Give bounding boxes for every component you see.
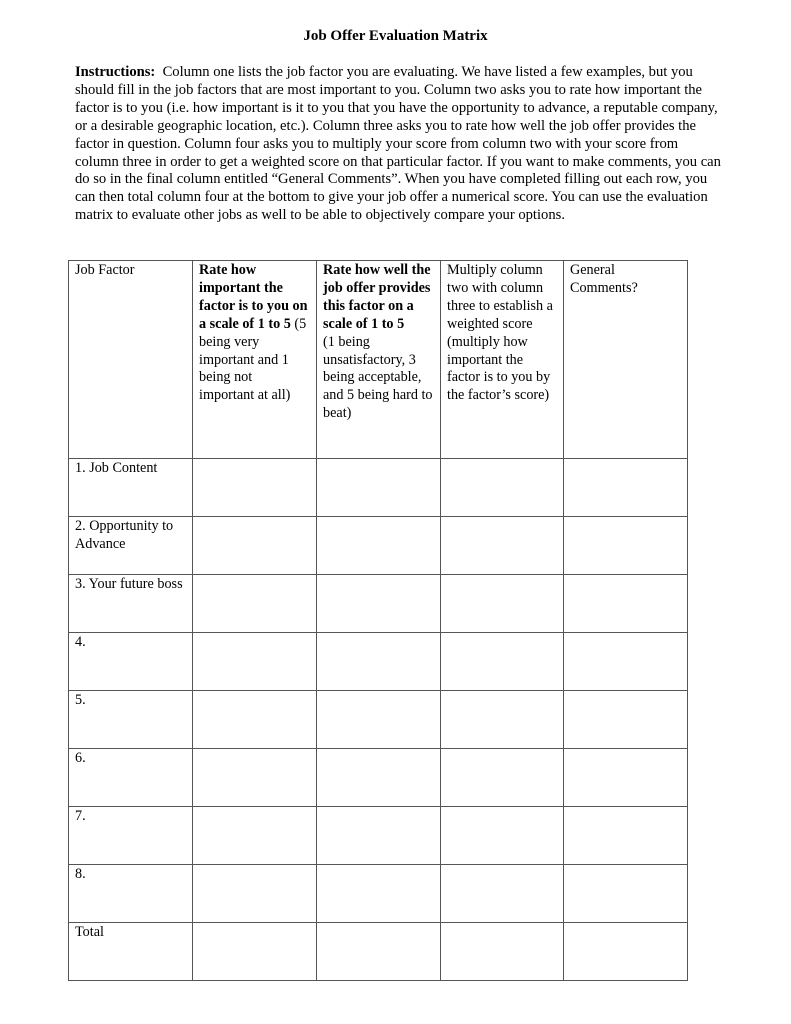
weighted-score-cell[interactable]	[441, 691, 564, 749]
table-row	[69, 749, 688, 807]
importance-cell[interactable]	[193, 633, 317, 691]
table-row	[69, 807, 688, 865]
row-label: 5.	[69, 691, 193, 749]
comments-cell[interactable]	[564, 459, 688, 517]
comments-total-cell[interactable]	[564, 923, 688, 981]
row-label: 7.	[69, 807, 193, 865]
table-row	[69, 633, 688, 691]
instructions-paragraph	[75, 64, 725, 225]
comments-cell[interactable]	[564, 575, 688, 633]
table-total-row	[69, 923, 688, 981]
weighted-score-cell[interactable]	[441, 575, 564, 633]
header-offer-note: (1 being unsatisfactory, 3 being acceptable, and 5 being hard to beat)	[323, 333, 433, 422]
table-row	[69, 517, 688, 575]
table-row	[69, 691, 688, 749]
comments-cell[interactable]	[564, 633, 688, 691]
weighted-score-cell[interactable]	[441, 807, 564, 865]
importance-cell[interactable]	[193, 807, 317, 865]
header-importance-bold: Rate how important the factor is to you on a scale of 1 to 5	[199, 262, 308, 332]
row-label: 4.	[69, 633, 193, 691]
instructions-text: Column one lists the job factor you are evaluating. We have listed a few examples, but you should fill in the job factors that are most important to you. Column two asks you to rate how important the factor is to you (i.e. how important is it to you that you have the opportunity to advance, a reputable company, or a desirable geographic location, etc.). Column three asks you to rate how well the job offer provides the factor in question. Column four asks you to multiply your score from column two with your score from column three in order to get a weighted score on that particular factor. If you want to make comments, you can do so in the final column entitled “General Comments”. When you have completed filling out each row, you can then total column four at the bottom to give your job offer a numerical score. You can use the evaluation matrix to evaluate other jobs as well to be able to objectively compare your options.	[75, 64, 721, 224]
total-label: Total	[69, 923, 193, 981]
weighted-score-cell[interactable]	[441, 633, 564, 691]
header-offer-rating	[317, 261, 441, 459]
header-offer-bold: Rate how well the job offer provides this factor on a scale of 1 to 5	[323, 262, 431, 332]
row-label: 8.	[69, 865, 193, 923]
table-header-row	[69, 261, 688, 459]
table-row	[69, 865, 688, 923]
offer-rating-cell[interactable]	[317, 749, 441, 807]
importance-cell[interactable]	[193, 691, 317, 749]
offer-rating-cell[interactable]	[317, 517, 441, 575]
comments-cell[interactable]	[564, 749, 688, 807]
header-general-comments: General Comments?	[564, 261, 688, 459]
evaluation-matrix-table	[68, 260, 688, 981]
comments-cell[interactable]	[564, 691, 688, 749]
importance-cell[interactable]	[193, 749, 317, 807]
row-label: 1. Job Content	[69, 459, 193, 517]
offer-rating-cell[interactable]	[317, 865, 441, 923]
offer-rating-cell[interactable]	[317, 459, 441, 517]
row-label: 6.	[69, 749, 193, 807]
offer-rating-cell[interactable]	[317, 807, 441, 865]
instructions-label: Instructions:	[75, 64, 156, 80]
importance-cell[interactable]	[193, 865, 317, 923]
offer-rating-cell[interactable]	[317, 691, 441, 749]
document-title: Job Offer Evaluation Matrix	[303, 28, 488, 44]
importance-cell[interactable]	[193, 459, 317, 517]
table-row	[69, 575, 688, 633]
table-row	[69, 459, 688, 517]
offer-rating-cell[interactable]	[317, 633, 441, 691]
comments-cell[interactable]	[564, 517, 688, 575]
importance-cell[interactable]	[193, 575, 317, 633]
offer-rating-cell[interactable]	[317, 575, 441, 633]
weighted-score-cell[interactable]	[441, 517, 564, 575]
header-importance-note: (5 being very important and 1 being not important at all)	[199, 315, 307, 404]
weighted-score-cell[interactable]	[441, 865, 564, 923]
weighted-score-cell[interactable]	[441, 749, 564, 807]
offer-rating-total-cell[interactable]	[317, 923, 441, 981]
header-job-factor: Job Factor	[69, 261, 193, 459]
weighted-score-total-cell[interactable]	[441, 923, 564, 981]
row-label: 3. Your future boss	[69, 575, 193, 633]
importance-total-cell[interactable]	[193, 923, 317, 981]
header-importance-rating	[193, 261, 317, 459]
comments-cell[interactable]	[564, 807, 688, 865]
header-weighted-score: Multiply column two with column three to establish a weighted score (multiply how important the factor is to you by the factor’s score)	[441, 261, 564, 459]
weighted-score-cell[interactable]	[441, 459, 564, 517]
row-label: 2. Opportunity to Advance	[69, 517, 193, 575]
importance-cell[interactable]	[193, 517, 317, 575]
comments-cell[interactable]	[564, 865, 688, 923]
